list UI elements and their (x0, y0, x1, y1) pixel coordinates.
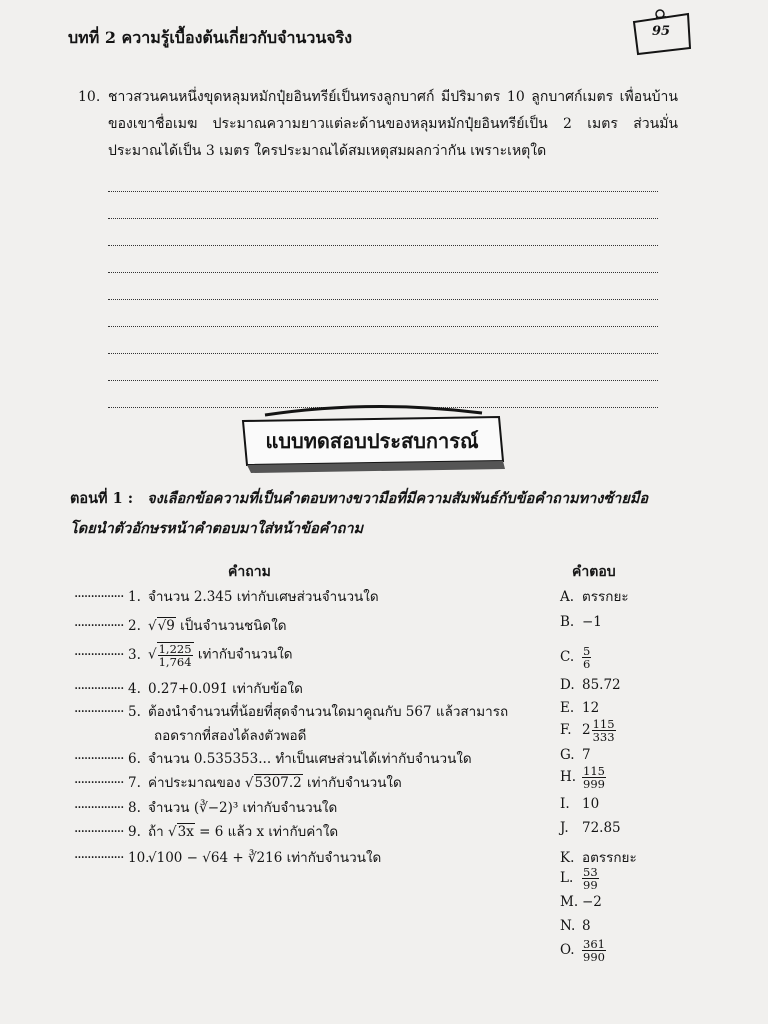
answer-letter: H. (560, 769, 577, 785)
question-text: เท่ากับจำนวนใด (193, 646, 293, 663)
denominator: 333 (592, 730, 615, 744)
answer-blank: ............... (74, 614, 124, 630)
answer-letter: I. (560, 796, 570, 812)
question-item (74, 642, 293, 668)
question-text: ต้องนำจำนวนที่น้อยที่สุดจำนวนใดมาคูณกับ 567 แล้วสามารถ (148, 704, 509, 720)
numerator: 361 (583, 937, 605, 951)
question-text: √100 − √64 + ∛216 เท่ากับจำนวนใด (148, 850, 382, 866)
page-number-badge (630, 8, 692, 58)
answer-item (560, 718, 616, 743)
answer-letter: O. (560, 942, 575, 958)
denominator: 6 (583, 657, 591, 671)
answer-line (108, 246, 658, 273)
answer-line (108, 219, 658, 246)
fraction (592, 718, 616, 743)
question-text: เป็นจำนวนชนิดใด (175, 618, 287, 634)
question-text: จำนวน (∛−2)³ เท่ากับจำนวนใด (148, 800, 338, 816)
answer-item (560, 614, 602, 630)
question-number: 4. (128, 681, 141, 697)
answer-item (560, 747, 591, 763)
radical-sign: √ (148, 618, 157, 634)
part-1-instruction: จงเลือกข้อความที่เป็นคำตอบทางขวามือที่มีความสัมพันธ์กับข้อคำถามทางซ้ายมือ โดยนำตัวอักษรหน้าคำตอบมาใส่หน้าข้อคำถาม (70, 490, 649, 537)
answer-letter: K. (560, 850, 575, 866)
answer-blank: ............... (74, 846, 124, 862)
answer-blank: ............... (74, 820, 124, 836)
answer-letter: A. (560, 589, 575, 605)
section-banner (237, 403, 507, 479)
answer-item (560, 846, 637, 868)
answer-letter: M. (560, 894, 579, 910)
answer-text: −1 (582, 614, 602, 630)
question-item (74, 614, 287, 636)
answer-item (560, 918, 591, 934)
answer-text: 12 (582, 700, 600, 716)
answer-text: 85.72 (582, 677, 621, 693)
answer-letter: C. (560, 649, 575, 665)
fraction (582, 765, 606, 790)
answer-text: −2 (582, 894, 602, 910)
answer-letter: L. (560, 870, 574, 886)
question-number: 5. (128, 704, 141, 720)
fraction (582, 866, 599, 891)
radicand: 3x (177, 824, 194, 840)
answer-item (560, 677, 621, 693)
numerator: 5 (583, 644, 591, 658)
question-number: 8. (128, 800, 141, 816)
question-item (74, 585, 379, 607)
question-item (74, 747, 472, 769)
answer-blank: ............... (74, 700, 124, 716)
question-10-number: 10. (78, 89, 101, 105)
answer-blank: ............... (74, 747, 124, 763)
answer-line (108, 300, 658, 327)
answer-letter: F. (560, 722, 572, 738)
denominator: 99 (583, 878, 598, 892)
question-number: 1. (128, 589, 141, 605)
answer-blank: ............... (74, 796, 124, 812)
radicand: 5307.2 (254, 775, 302, 791)
question-text: ค่าประมาณของ (148, 775, 245, 791)
question-item (74, 677, 303, 699)
question-number: 10. (128, 850, 150, 866)
answer-letter: J. (560, 820, 569, 836)
question-10-text: ชาวสวนคนหนึ่งขุดหลุมหมักปุ๋ยอินทรีย์เป็นทรงลูกบาศก์ มีปริมาตร 10 ลูกบาศก์เมตร เพื่อนบ้านของเขาชื่อเมฆ ประมาณความยาวแต่ละด้านของหลุมหมักปุ๋ยอินทรีย์เป็น 2 เมตร ส่วนมั่นประมาณได้เป็น 3 เมตร ใครประมาณได้สมเหตุสมผลกว่ากัน เพราะเหตุใด (108, 89, 678, 159)
answer-letter: N. (560, 918, 576, 934)
whole-number: 2 (582, 722, 591, 738)
fraction (157, 642, 194, 668)
answer-item (560, 700, 599, 716)
fraction (582, 645, 591, 670)
answer-text: อตรรกยะ (582, 850, 637, 866)
question-text: 0.2̇7̇+0.09̇1̇ เท่ากับข้อใด (148, 681, 303, 697)
answer-item (560, 820, 621, 836)
denominator: 1,764 (158, 655, 192, 669)
question-item (74, 846, 381, 868)
answer-letter: E. (560, 700, 575, 716)
question-10 (78, 84, 678, 165)
answer-line (108, 327, 658, 354)
fraction (582, 938, 606, 963)
page-number: 95 (651, 24, 671, 39)
denominator: 990 (583, 950, 605, 964)
numerator: 115 (592, 717, 615, 731)
question-number: 9. (128, 824, 141, 840)
denominator: 999 (583, 777, 605, 791)
question-number: 7. (128, 775, 141, 791)
answer-line (108, 192, 658, 219)
answer-line (108, 165, 658, 192)
answer-text: 72.85 (582, 820, 621, 836)
part-1-heading (70, 484, 670, 544)
question-column-heading: คำถาม (228, 564, 271, 580)
answer-blank: ............... (74, 585, 124, 601)
answer-blank: ............... (74, 677, 124, 693)
question-text: จำนวน 2.3̇45̇ เท่ากับเศษส่วนจำนวนใด (148, 589, 379, 605)
numerator: 53 (583, 865, 598, 879)
question-number: 3. (128, 646, 141, 663)
answer-line (108, 354, 658, 381)
answer-line (108, 273, 658, 300)
answer-item (560, 894, 602, 910)
answer-blank: ............... (74, 642, 124, 659)
radical-sign: √ (168, 824, 177, 840)
numerator: 1,225 (158, 642, 192, 656)
question-text: ถ้า (148, 824, 169, 840)
answer-item (560, 585, 629, 607)
answer-text: 8 (582, 918, 591, 934)
answer-item (560, 645, 591, 670)
answer-text: 10 (582, 796, 600, 812)
question-item (74, 700, 508, 722)
question-item (74, 796, 337, 818)
answer-letter: G. (560, 747, 575, 763)
banner-title: แบบทดสอบประสบการณ์ (265, 429, 479, 453)
question-item (74, 771, 402, 793)
answer-item (560, 796, 599, 812)
answer-text: ตรรกยะ (582, 589, 629, 605)
numerator: 115 (583, 764, 605, 778)
answer-blank: ............... (74, 771, 124, 787)
question-text: = 6 แล้ว x เท่ากับค่าใด (194, 824, 339, 840)
question-text: จำนวน 0.535353... ทำเป็นเศษส่วนได้เท่ากับจำนวนใด (148, 751, 472, 767)
question-item (74, 820, 338, 842)
question-number: 6. (128, 751, 141, 767)
radicand: √9 (157, 618, 175, 634)
chapter-title: บทที่ 2 ความรู้เบื้องต้นเกี่ยวกับจำนวนจริง (68, 28, 353, 47)
answer-item (560, 866, 599, 891)
answer-lines (108, 165, 658, 408)
answer-letter: D. (560, 677, 575, 693)
answer-text: 7 (582, 747, 591, 763)
question-text: เท่ากับจำนวนใด (302, 775, 402, 791)
answer-item (560, 765, 606, 790)
radical-sign: √ (148, 646, 157, 663)
question-number: 2. (128, 618, 141, 634)
radical-sign: √ (244, 775, 254, 791)
question-continuation: ถอดรากที่สองได้ลงตัวพอดี (154, 728, 307, 744)
answer-item (560, 938, 606, 963)
answer-column-heading: คำตอบ (572, 564, 616, 580)
part-1-label: ตอนที่ 1 : (70, 490, 134, 507)
answer-letter: B. (560, 614, 575, 630)
